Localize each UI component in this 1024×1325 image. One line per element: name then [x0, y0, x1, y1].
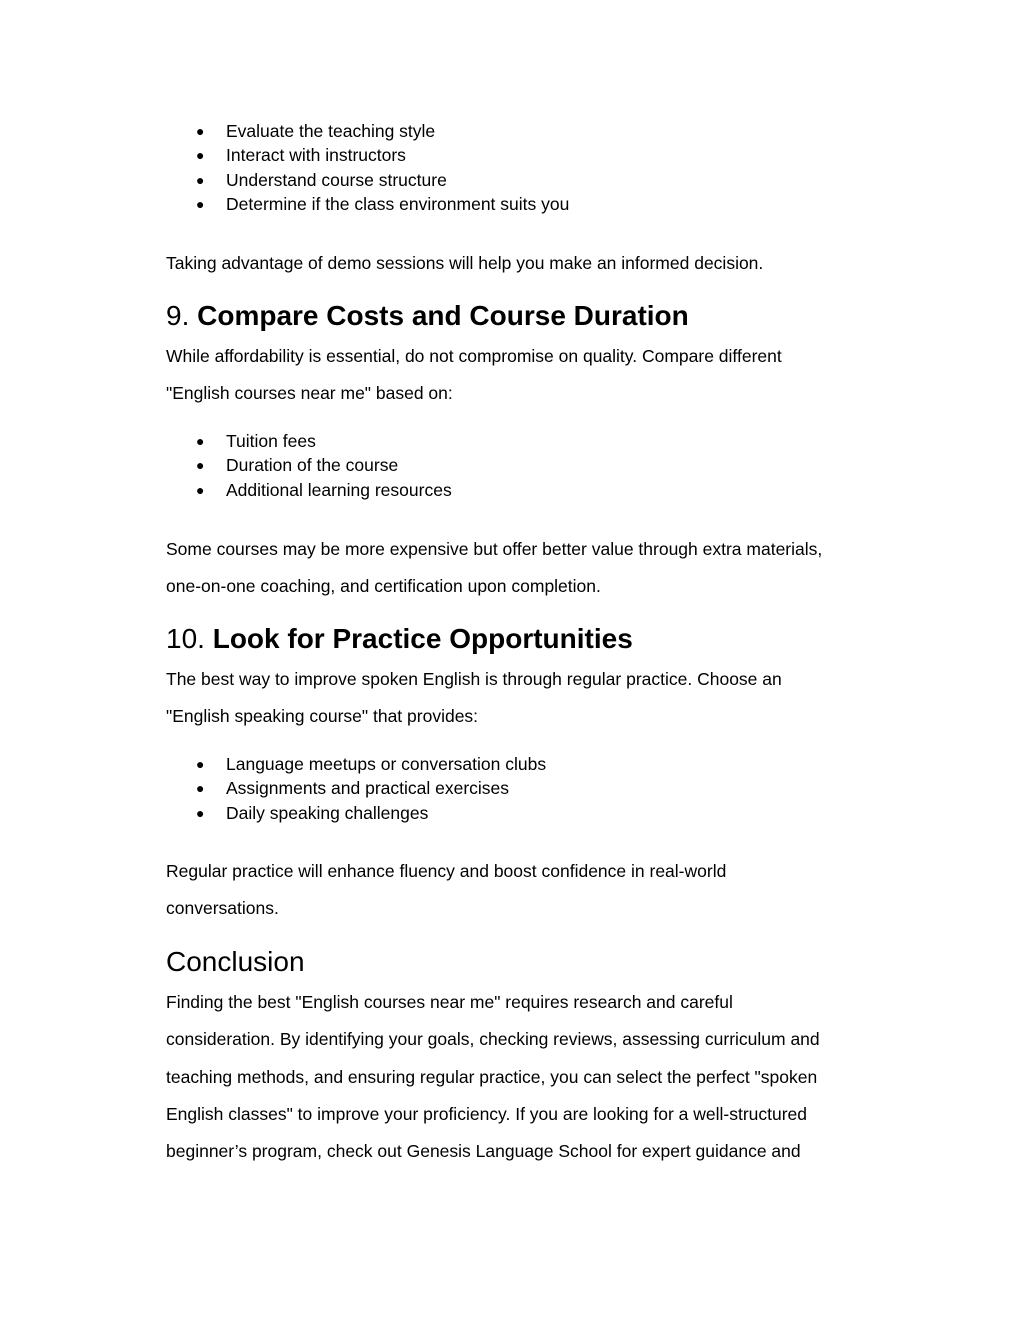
- bullet-icon: ●: [196, 780, 205, 797]
- section-10-heading: [166, 621, 866, 657]
- section-10-intro-line-2: "English speaking course" that provides:: [166, 706, 479, 726]
- conclusion-heading: Conclusion: [166, 946, 305, 977]
- section-10-intro-line-1: The best way to improve spoken English is through regular practice. Choose an: [166, 669, 782, 689]
- document-page: ● Evaluate the teaching style ● Interact with instructors ● Understand course structure ● Determine if the class environment suits you Taking advantage of demo sessions will help you make an informed decision. 9. Compare Costs and Course Duration While affordability is essential, do not compromise on quality. Compare different "English courses near me" based on: ● Tuition fees ● Duration of the course ● Additional learning resources Some courses may be more expensive but offer better value through extra materials, one-on-one coaching, and certification upon completion. 10. Look for Practice Opportunities The best way to improve spoken English is through regular practice. Choose an "English speaking course" that provides: ● Language meetups or conversation clubs ● Assignments and practical exercises ● Daily speaking challenges Regular practice will enhance fluency and boost confidence in real-world conversations. Conclusion Finding the best "English courses near me" requires research and careful consideration. By identifying your goals, checking reviews, assessing curriculum and teaching methods, and ensuring regular practice, you can select the perfect "spoken English classes" to improve your proficiency. If you are looking for a well-structured beginner’s program, check out Genesis Language School for expert guidance and: [166, 0, 866, 1325]
- conclusion-line-1: Finding the best "English courses near me" requires research and careful: [166, 992, 733, 1012]
- bullet-icon: ●: [196, 433, 205, 449]
- bullet-icon: ●: [196, 481, 205, 498]
- section-10-number: 10.: [166, 623, 205, 654]
- section-9-intro-line-1: While affordability is essential, do not compromise on quality. Compare different: [166, 346, 782, 366]
- bullet-icon: ●: [196, 195, 205, 212]
- bullet-icon: ●: [196, 171, 205, 188]
- section-10-outro-line-2: conversations.: [166, 898, 279, 918]
- demo-sessions-paragraph: Taking advantage of demo sessions will help you make an informed decision.: [166, 253, 764, 273]
- bullet-icon: ●: [196, 123, 205, 139]
- section-10-title: Look for Practice Opportunities: [212, 623, 633, 654]
- conclusion-line-2: consideration. By identifying your goals, checking reviews, assessing curriculum and: [166, 1029, 820, 1049]
- section-10-outro-line-1: Regular practice will enhance fluency and boost confidence in real-world: [166, 861, 727, 881]
- conclusion-line-5: beginner’s program, check out Genesis Language School for expert guidance and: [166, 1141, 801, 1161]
- section-9-number: 9.: [166, 300, 190, 331]
- bullet-icon: ●: [196, 457, 205, 474]
- section-9-title: Compare Costs and Course Duration: [197, 300, 689, 331]
- bullet-icon: ●: [196, 147, 205, 164]
- conclusion-line-4: English classes" to improve your proficiency. If you are looking for a well-structured: [166, 1104, 808, 1124]
- section-9-outro-line-2: one-on-one coaching, and certification upon completion.: [166, 576, 601, 596]
- section-9-heading: [166, 298, 866, 334]
- section-9-outro-line-1: Some courses may be more expensive but offer better value through extra materials,: [166, 539, 823, 559]
- bullet-icon: ●: [196, 756, 205, 772]
- bullet-icon: ●: [196, 804, 205, 821]
- conclusion-line-3: teaching methods, and ensuring regular practice, you can select the perfect "spoken: [166, 1067, 818, 1087]
- section-9-intro-line-2: "English courses near me" based on:: [166, 383, 453, 403]
